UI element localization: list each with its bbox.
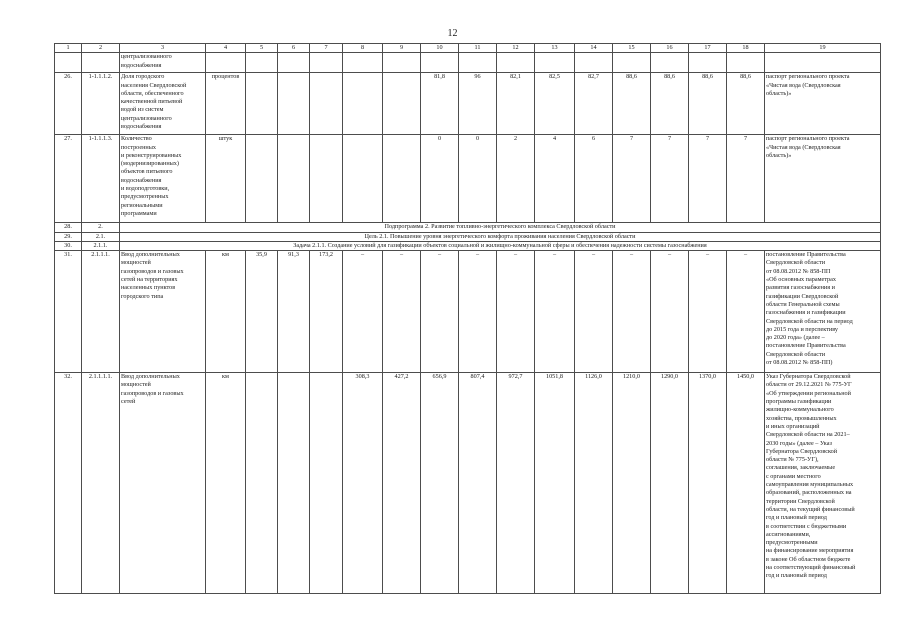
row-number: 31. xyxy=(55,251,82,373)
value-cell xyxy=(310,135,343,223)
table-row xyxy=(55,373,881,594)
value-cell xyxy=(343,135,383,223)
value-cell xyxy=(246,135,278,223)
value-cell: 427,2 xyxy=(383,373,421,594)
value-cell: – xyxy=(727,251,765,373)
section-row-subprogram xyxy=(55,223,881,232)
col-header: 16 xyxy=(651,44,689,53)
row-number: 29. xyxy=(55,232,82,241)
value-cell: – xyxy=(383,251,421,373)
value-cell: – xyxy=(575,251,613,373)
value-cell: – xyxy=(421,251,459,373)
value-cell xyxy=(278,373,310,594)
table-row-continuation xyxy=(55,53,881,73)
row-number: 32. xyxy=(55,373,82,594)
row-code: 1-1.1.1.3. xyxy=(82,135,120,223)
source-document: паспорт регионального проекта «Чистая вода (Свердловская область)» xyxy=(765,135,881,223)
table-row xyxy=(55,251,881,373)
section-row-task xyxy=(55,241,881,250)
value-cell: 656,9 xyxy=(421,373,459,594)
value-cell: – xyxy=(535,251,575,373)
value-cell: 4 xyxy=(535,135,575,223)
source-document: паспорт регионального проекта «Чистая вода (Свердловская область)» xyxy=(765,73,881,135)
value-cell: 96 xyxy=(459,73,497,135)
value-cell: 7 xyxy=(727,135,765,223)
indicator-name: Ввод дополнительных мощностей газопроводов и газовых сетей xyxy=(120,373,206,594)
row-number: 28. xyxy=(55,223,82,232)
table-row xyxy=(55,73,881,135)
col-header: 18 xyxy=(727,44,765,53)
value-cell: 82,1 xyxy=(497,73,535,135)
section-title: Задача 2.1.1. Создание условий для газификации объектов социальной и жилищно-коммунальной сферы и обеспечения надежности системы газоснабжения xyxy=(120,241,881,250)
value-cell: – xyxy=(689,251,727,373)
value-cell: 82,5 xyxy=(535,73,575,135)
col-header: 1 xyxy=(55,44,82,53)
value-cell: 1450,0 xyxy=(727,373,765,594)
row-number: 26. xyxy=(55,73,82,135)
value-cell xyxy=(383,135,421,223)
value-cell: 1210,0 xyxy=(613,373,651,594)
value-cell: 6 xyxy=(575,135,613,223)
value-cell: 88,6 xyxy=(727,73,765,135)
value-cell: 81,8 xyxy=(421,73,459,135)
row-number: 27. xyxy=(55,135,82,223)
col-header: 10 xyxy=(421,44,459,53)
value-cell: 1051,8 xyxy=(535,373,575,594)
row-code: 2.1.1.1.1. xyxy=(82,373,120,594)
source-document: постановление Правительства Свердловской области от 08.08.2012 № 858-ПП «Об основных параметрах развития газоснабжения и газификации Свердловской области Генеральной схемы газоснабжения и газификации Свердловской области на период до 2015 года и перспективу до 2020 года» (далее – постановление Правительства Свердловской области от 08.08.2012 № 858-ПП) xyxy=(765,251,881,373)
col-header: 13 xyxy=(535,44,575,53)
value-cell: 82,7 xyxy=(575,73,613,135)
value-cell: 7 xyxy=(689,135,727,223)
value-cell: – xyxy=(613,251,651,373)
unit: км xyxy=(206,251,246,373)
page-number: 12 xyxy=(447,28,458,39)
value-cell xyxy=(310,73,343,135)
col-header: 19 xyxy=(765,44,881,53)
indicator-table xyxy=(54,43,881,594)
col-header: 11 xyxy=(459,44,497,53)
value-cell: 1370,0 xyxy=(689,373,727,594)
value-cell xyxy=(383,73,421,135)
col-header: 17 xyxy=(689,44,727,53)
section-row-goal xyxy=(55,232,881,241)
value-cell: – xyxy=(343,251,383,373)
row-code: 1-1.1.1.2. xyxy=(82,73,120,135)
value-cell: – xyxy=(651,251,689,373)
row-number: 30. xyxy=(55,241,82,250)
row-code: 2.1. xyxy=(82,232,120,241)
col-header: 5 xyxy=(246,44,278,53)
value-cell: 91,3 xyxy=(278,251,310,373)
value-cell: 35,9 xyxy=(246,251,278,373)
value-cell: 972,7 xyxy=(497,373,535,594)
value-cell: 1290,0 xyxy=(651,373,689,594)
unit: км xyxy=(206,373,246,594)
value-cell xyxy=(278,73,310,135)
value-cell xyxy=(310,373,343,594)
value-cell: 807,4 xyxy=(459,373,497,594)
indicator-name: Количество построенных и реконструированных (модернизированных) объектов питьевого водоснабжения и водоподготовки, предусмотренных региональными программами xyxy=(120,135,206,223)
value-cell: 88,6 xyxy=(613,73,651,135)
value-cell: 308,3 xyxy=(343,373,383,594)
value-cell xyxy=(246,73,278,135)
indicator-name: Доля городского населения Свердловской области, обеспеченного качественной питьевой водой из систем централизованного водоснабжения xyxy=(120,73,206,135)
col-header: 8 xyxy=(343,44,383,53)
section-title: Цель 2.1. Повышение уровня энергетического комфорта проживания населения Свердловской области xyxy=(120,232,881,241)
unit: процентов xyxy=(206,73,246,135)
col-header: 4 xyxy=(206,44,246,53)
value-cell: – xyxy=(459,251,497,373)
col-header: 3 xyxy=(120,44,206,53)
table-row xyxy=(55,135,881,223)
value-cell: 7 xyxy=(613,135,651,223)
indicator-name: Ввод дополнительных мощностей газопроводов и газовых сетей на территориях населенных пунктов городского типа xyxy=(120,251,206,373)
value-cell: 7 xyxy=(651,135,689,223)
value-cell: 88,6 xyxy=(689,73,727,135)
unit: штук xyxy=(206,135,246,223)
col-header: 2 xyxy=(82,44,120,53)
value-cell: 0 xyxy=(421,135,459,223)
value-cell: 173,2 xyxy=(310,251,343,373)
row-code: 2.1.1.1. xyxy=(82,251,120,373)
value-cell: 0 xyxy=(459,135,497,223)
value-cell: 2 xyxy=(497,135,535,223)
value-cell xyxy=(246,373,278,594)
col-header: 12 xyxy=(497,44,535,53)
col-header: 7 xyxy=(310,44,343,53)
column-number-row xyxy=(55,44,881,53)
col-header: 9 xyxy=(383,44,421,53)
indicator-name: централизованного водоснабжения xyxy=(120,53,206,73)
section-title: Подпрограмма 2. Развитие топливно-энергетического комплекса Свердловской области xyxy=(120,223,881,232)
col-header: 6 xyxy=(278,44,310,53)
row-code: 2.1.1. xyxy=(82,241,120,250)
value-cell: 88,6 xyxy=(651,73,689,135)
col-header: 15 xyxy=(613,44,651,53)
source-document: Указ Губернатора Свердловской области от 29.12.2021 № 775-УГ «Об утверждении региональной программы газификации жилищно-коммунального хозяйства, промышленных и иных организаций Свердловской области на 2021– 2030 годы» (далее – Указ Губернатора Свердловской области № 775-УГ), соглашения, заключаемые с органами местного самоуправления муниципальных образований, расположенных на территории Свердловской области, на текущий финансовый год и плановый период в соответствии с бюджетными ассигнованиями, предусмотренными на финансирование мероприятия в законе Об областном бюджете на соответствующий финансовый год и плановый период xyxy=(765,373,881,594)
value-cell xyxy=(343,73,383,135)
value-cell: – xyxy=(497,251,535,373)
col-header: 14 xyxy=(575,44,613,53)
value-cell: 1126,0 xyxy=(575,373,613,594)
value-cell xyxy=(278,135,310,223)
row-code: 2. xyxy=(82,223,120,232)
